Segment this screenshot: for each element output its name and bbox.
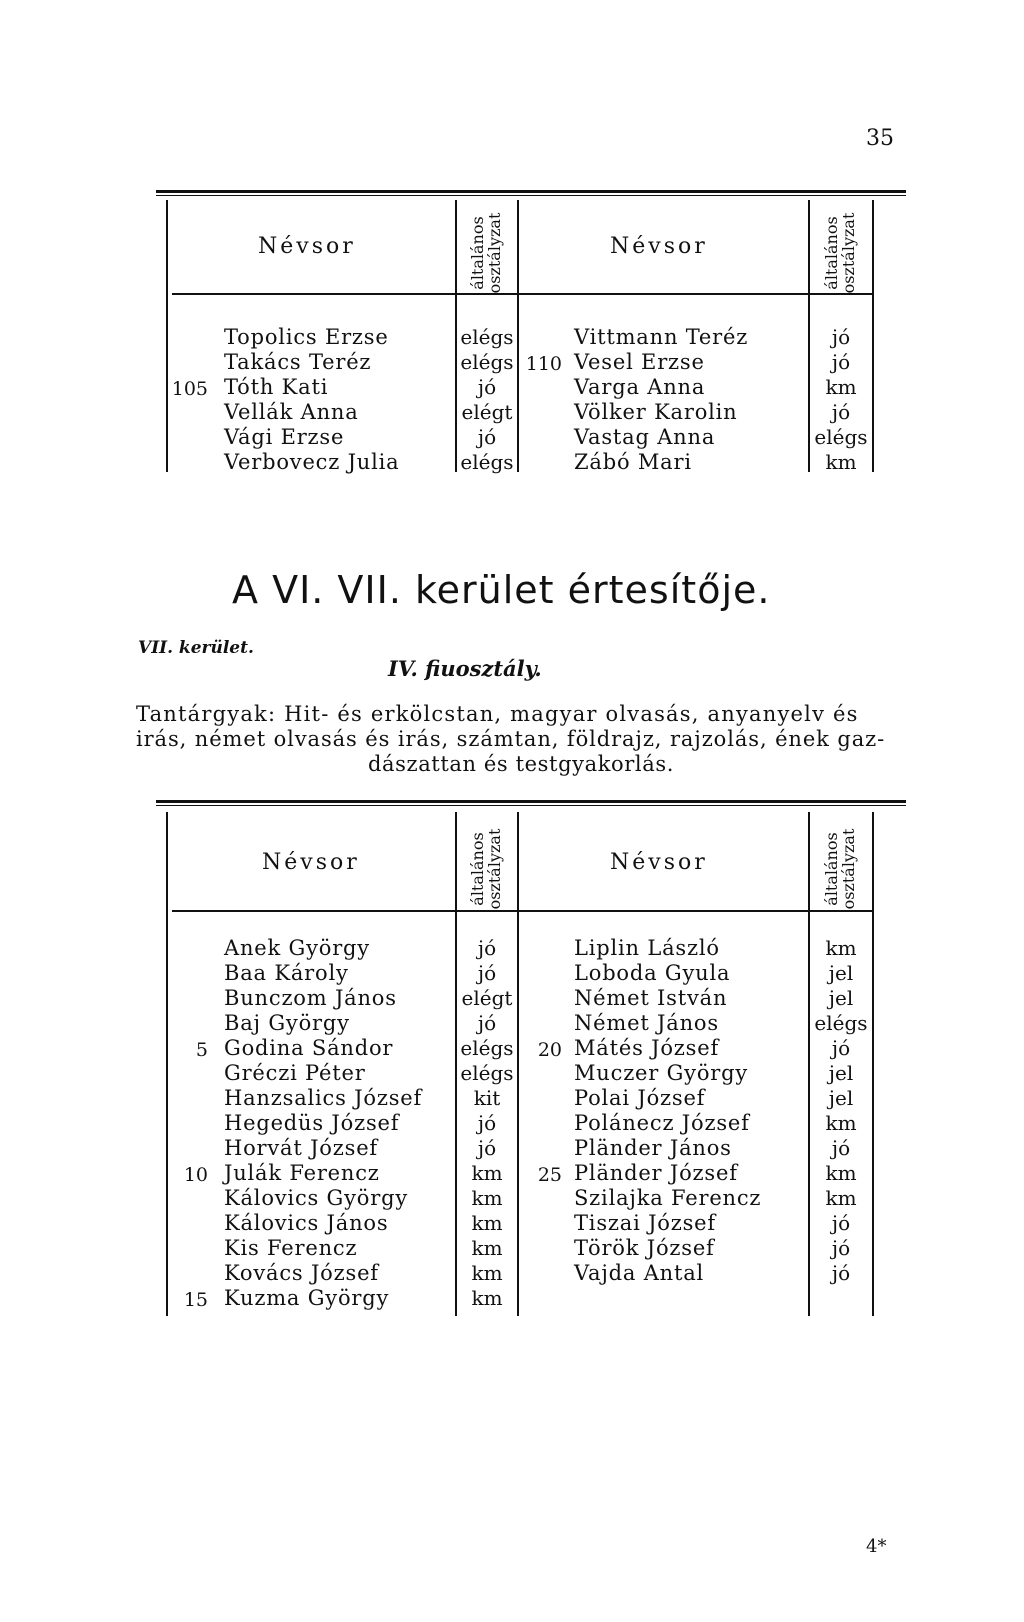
general-grade: km <box>825 936 857 960</box>
class-title: IV. fiuosztály. <box>388 656 542 681</box>
student-name: Takács Teréz <box>224 350 372 374</box>
district-label: VII. kerület. <box>138 638 254 658</box>
student-name: Topolics Erzse <box>224 325 389 349</box>
student-name: Vesel Erzse <box>574 350 705 374</box>
general-grade: jó <box>831 1136 851 1160</box>
general-grade: elégs <box>460 450 514 474</box>
student-name: Mátés József <box>574 1036 720 1060</box>
header-nevsor: Névsor <box>262 850 360 875</box>
general-grade: jó <box>477 375 497 399</box>
section-title: A VI. VII. kerület értesítője. <box>232 568 771 612</box>
header-label: osztályzat <box>839 212 858 294</box>
student-name: Baj György <box>224 1011 350 1035</box>
row-number: 15 <box>183 1289 208 1311</box>
subjects-line: dászattan és testgyakorlás. <box>367 752 674 776</box>
student-name: Kis Ferencz <box>224 1236 358 1260</box>
page-number: 35 <box>866 126 894 151</box>
student-name: Vellák Anna <box>224 400 359 424</box>
table-rule-top <box>156 190 906 193</box>
student-name: Baa Károly <box>224 961 349 985</box>
general-grade: jó <box>477 1011 497 1035</box>
student-name: Kuzma György <box>224 1286 390 1310</box>
student-name: Vági Erzse <box>224 425 345 449</box>
general-grade: km <box>825 1186 857 1210</box>
general-grade: jó <box>831 1261 851 1285</box>
student-name: Zábó Mari <box>574 450 692 474</box>
student-name: Török József <box>574 1236 715 1260</box>
student-name: Vastag Anna <box>574 425 716 449</box>
general-grade: jel <box>828 961 854 985</box>
general-grade: jel <box>828 1086 854 1110</box>
student-name: Pländer József <box>574 1161 738 1185</box>
general-grade: km <box>825 450 857 474</box>
student-name: Kálovics János <box>224 1211 389 1235</box>
row-number: 10 <box>183 1164 208 1186</box>
general-grade: jó <box>477 936 497 960</box>
general-grade: elégs <box>460 1061 514 1085</box>
student-name: Anek György <box>224 936 370 960</box>
student-name: Hegedüs József <box>224 1111 400 1135</box>
general-grade: elégt <box>461 986 513 1010</box>
header-label: általános <box>822 832 841 906</box>
general-grade: elégt <box>461 400 513 424</box>
student-name: Julák Ferencz <box>224 1161 380 1185</box>
table-rule-header <box>172 293 872 295</box>
general-grade: km <box>471 1161 503 1185</box>
general-grade: jó <box>831 350 851 374</box>
column-divider <box>166 812 168 1316</box>
column-divider <box>166 200 168 472</box>
header-label: általános <box>468 832 487 906</box>
student-name: Muczer György <box>574 1061 749 1085</box>
general-grade: km <box>471 1211 503 1235</box>
table-rule-top-thin <box>156 805 906 806</box>
row-number: 105 <box>171 378 208 400</box>
general-grade: kit <box>473 1086 501 1110</box>
header-general-grade <box>823 205 857 301</box>
signature-mark: 4* <box>866 1536 887 1557</box>
header-nevsor: Névsor <box>610 234 708 259</box>
header-nevsor: Névsor <box>610 850 708 875</box>
subjects-line: irás, német olvasás és irás, számtan, földrajz, rajzolás, ének gaz- <box>136 727 886 751</box>
general-grade: elégs <box>460 325 514 349</box>
student-name: Horvát József <box>224 1136 378 1160</box>
student-name: Német János <box>574 1011 719 1035</box>
general-grade: km <box>825 1161 857 1185</box>
general-grade: jó <box>477 961 497 985</box>
student-name: Varga Anna <box>574 375 706 399</box>
general-grade: jó <box>831 1211 851 1235</box>
general-grade: jó <box>477 425 497 449</box>
student-name: Godina Sándor <box>224 1036 394 1060</box>
subjects-paragraph <box>136 702 906 777</box>
general-grade: km <box>471 1186 503 1210</box>
header-general-grade <box>469 821 503 917</box>
general-grade: elégs <box>460 350 514 374</box>
general-grade: km <box>471 1236 503 1260</box>
table-rule-top-thin <box>156 195 906 196</box>
general-grade: elégs <box>814 1011 868 1035</box>
general-grade: jó <box>831 325 851 349</box>
general-grade: jó <box>831 1236 851 1260</box>
general-grade: km <box>825 375 857 399</box>
header-nevsor: Névsor <box>258 234 356 259</box>
student-name: Tiszai József <box>574 1211 716 1235</box>
header-label: általános <box>468 216 487 290</box>
student-name: Loboda Gyula <box>574 961 731 985</box>
row-number: 5 <box>195 1039 208 1061</box>
student-name: Vittmann Teréz <box>574 325 749 349</box>
general-grade: jel <box>828 986 854 1010</box>
student-name: Polai József <box>574 1086 706 1110</box>
general-grade: km <box>471 1261 503 1285</box>
general-grade: km <box>825 1111 857 1135</box>
table-rule-top <box>156 800 906 803</box>
student-name: Hanzsalics József <box>224 1086 423 1110</box>
row-number: 25 <box>537 1164 562 1186</box>
subjects-line: Tantárgyak: Hit- és erkölcstan, magyar olvasás, anyanyelv és <box>136 702 859 726</box>
general-grade: jel <box>828 1061 854 1085</box>
row-number: 110 <box>525 353 562 375</box>
general-grade: jó <box>831 400 851 424</box>
student-name: Liplin László <box>574 936 720 960</box>
student-name: Kovács József <box>224 1261 379 1285</box>
general-grade: elégs <box>814 425 868 449</box>
general-grade: jó <box>831 1036 851 1060</box>
general-grade: jó <box>477 1111 497 1135</box>
student-name: Kálovics György <box>224 1186 408 1210</box>
general-grade: km <box>471 1286 503 1310</box>
general-grade: elégs <box>460 1036 514 1060</box>
header-label: osztályzat <box>485 828 504 910</box>
general-grade: jó <box>477 1136 497 1160</box>
student-name: Német István <box>574 986 728 1010</box>
student-name: Verbovecz Julia <box>224 450 400 474</box>
student-name: Szilajka Ferencz <box>574 1186 762 1210</box>
student-name: Tóth Kati <box>224 375 329 399</box>
row-number: 20 <box>537 1039 562 1061</box>
student-name: Bunczom János <box>224 986 397 1010</box>
student-name: Polánecz József <box>574 1111 750 1135</box>
header-label: osztályzat <box>839 828 858 910</box>
student-name: Vajda Antal <box>574 1261 705 1285</box>
header-general-grade <box>469 205 503 301</box>
table-rule-header <box>172 910 872 912</box>
header-label: osztályzat <box>485 212 504 294</box>
student-name: Gréczi Péter <box>224 1061 366 1085</box>
header-label: általános <box>822 216 841 290</box>
student-name: Völker Karolin <box>574 400 738 424</box>
student-name: Pländer János <box>574 1136 732 1160</box>
header-general-grade <box>823 821 857 917</box>
